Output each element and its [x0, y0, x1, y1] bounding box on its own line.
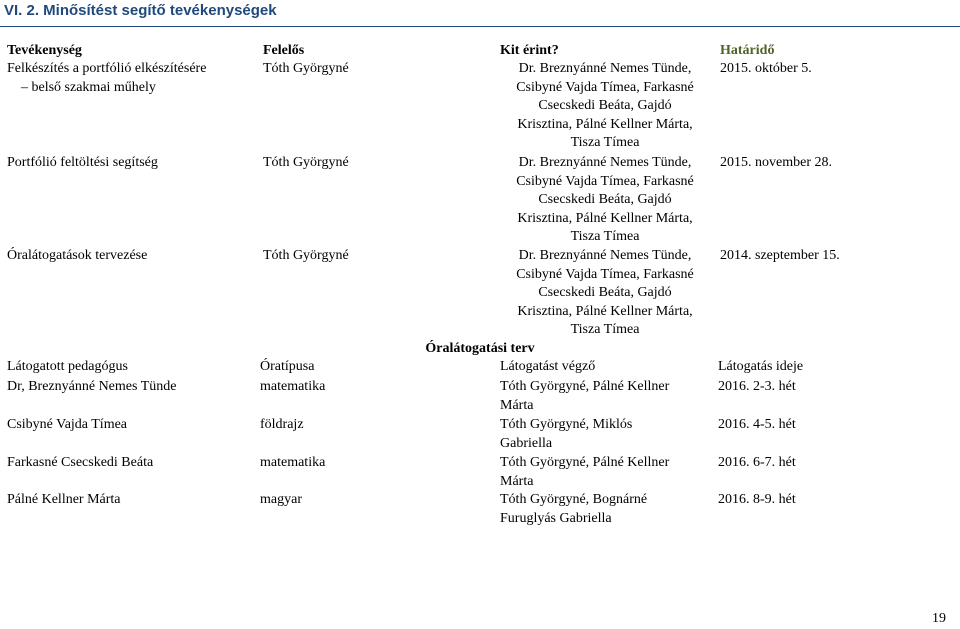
affects-line: Csecskedi Beáta, Gajdó — [538, 192, 672, 207]
header-responsible: Felelős — [263, 43, 305, 58]
section-heading: VI. 2. Minősítést segítő tevékenységek — [4, 2, 277, 19]
affects-line: Dr. Breznyánné Nemes Tünde, — [518, 61, 692, 76]
affects-line: Csibyné Vajda Tímea, Farkasné — [516, 266, 694, 282]
affects-line: Dr. Breznyánné Nemes Tünde, — [518, 155, 692, 170]
visit-subject: matematika — [260, 455, 326, 470]
visitor-line: Márta — [500, 397, 534, 413]
visit-visitor — [500, 454, 715, 491]
visit-time: 2016. 2-3. hét — [718, 379, 796, 394]
affects-cell — [495, 247, 715, 340]
activity-line: Felkészítés a portfólió elkészítésére — [7, 61, 207, 76]
visit-teacher: Farkasné Csecskedi Beáta — [7, 455, 154, 470]
visitor-line: Tóth Györgyné, Miklós — [500, 417, 633, 432]
visitor-line: Márta — [500, 473, 534, 489]
visit-subject: magyar — [260, 492, 302, 507]
visit-teacher: Pálné Kellner Márta — [7, 492, 121, 507]
affects-line: Csecskedi Beáta, Gajdó — [538, 285, 672, 300]
responsible-cell: Tóth Györgyné — [263, 248, 349, 263]
visitor-line: Tóth Györgyné, Pálné Kellner — [500, 455, 670, 470]
affects-line: Krisztina, Pálné Kellner Márta, — [517, 303, 693, 319]
visit-visitor — [500, 378, 715, 415]
deadline-cell: 2014. szeptember 15. — [720, 248, 840, 263]
visit-header-teacher: Látogatott pedagógus — [7, 359, 128, 374]
visitor-line: Tóth Györgyné, Bognárné — [500, 492, 648, 507]
visit-header-visitor: Látogatást végző — [500, 359, 596, 374]
deadline-cell: 2015. november 28. — [720, 155, 832, 170]
visit-time: 2016. 4-5. hét — [718, 417, 796, 432]
activity-cell — [7, 60, 257, 97]
affects-cell — [495, 60, 715, 153]
activity-line: – belső szakmai műhely — [21, 79, 156, 95]
visit-visitor — [500, 416, 715, 453]
visitor-line: Tóth Györgyné, Pálné Kellner — [500, 379, 670, 394]
deadline-cell: 2015. október 5. — [720, 61, 812, 76]
header-activity: Tevékenység — [7, 43, 82, 58]
visit-header-subject: Óratípusa — [260, 359, 315, 374]
affects-line: Tisza Tímea — [570, 322, 640, 337]
affects-line: Csibyné Vajda Tímea, Farkasné — [516, 79, 694, 95]
activity-cell: Portfólió feltöltési segítség — [7, 155, 158, 170]
visit-time: 2016. 6-7. hét — [718, 455, 796, 470]
page-number: 19 — [932, 611, 946, 626]
visit-teacher: Dr, Breznyánné Nemes Tünde — [7, 379, 177, 394]
affects-line: Tisza Tímea — [570, 135, 640, 150]
visitor-line: Furuglyás Gabriella — [500, 510, 612, 526]
visit-plan-title: Óralátogatási terv — [425, 341, 535, 356]
header-affects: Kit érint? — [500, 43, 559, 58]
responsible-cell: Tóth Györgyné — [263, 155, 349, 170]
visit-teacher: Csibyné Vajda Tímea — [7, 417, 128, 432]
affects-line: Csibyné Vajda Tímea, Farkasné — [516, 173, 694, 189]
affects-line: Dr. Breznyánné Nemes Tünde, — [518, 248, 692, 263]
visit-subject: földrajz — [260, 417, 304, 432]
responsible-cell: Tóth Györgyné — [263, 61, 349, 76]
activity-cell: Óralátogatások tervezése — [7, 248, 148, 263]
visit-header-time: Látogatás ideje — [718, 359, 804, 374]
visit-visitor — [500, 491, 715, 528]
header-deadline: Határidő — [720, 43, 775, 58]
visit-subject: matematika — [260, 379, 326, 394]
affects-line: Csecskedi Beáta, Gajdó — [538, 98, 672, 113]
visitor-line: Gabriella — [500, 435, 553, 451]
affects-cell — [495, 154, 715, 247]
heading-rule — [0, 26, 960, 27]
affects-line: Krisztina, Pálné Kellner Márta, — [517, 116, 693, 132]
affects-line: Tisza Tímea — [570, 229, 640, 244]
visit-time: 2016. 8-9. hét — [718, 492, 796, 507]
affects-line: Krisztina, Pálné Kellner Márta, — [517, 210, 693, 226]
